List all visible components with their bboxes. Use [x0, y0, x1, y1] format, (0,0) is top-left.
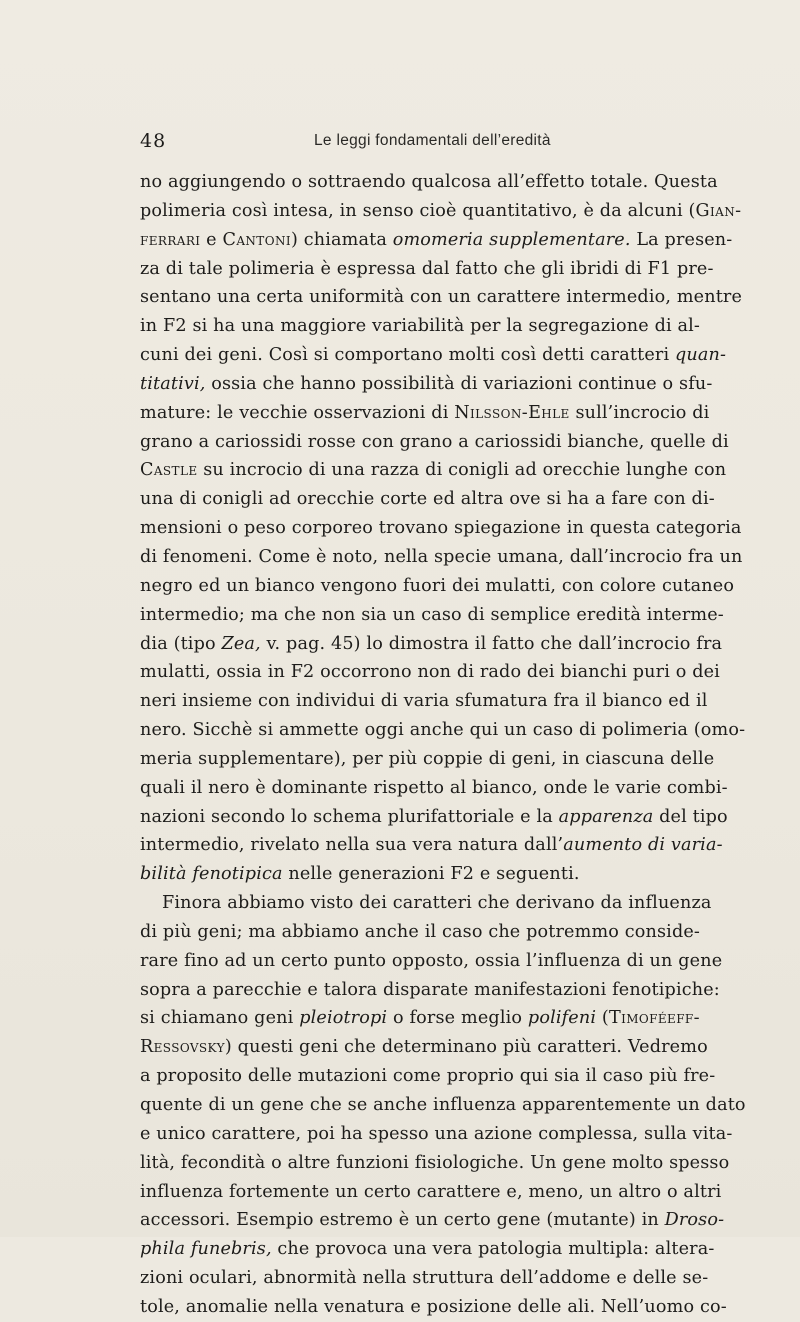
- text-run: influenza fortemente un certo carattere e, meno, un altro o altri: [140, 1181, 722, 1202]
- text-line: [140, 716, 746, 745]
- text-line: [140, 889, 712, 918]
- text-run: mature: le vecchie osservazioni di: [140, 402, 455, 423]
- text-line: [140, 514, 742, 543]
- text-run: cuni dei geni. Così si comportano molti così detti caratteri: [140, 345, 675, 366]
- text-run: ossia che hanno possibilità di variazioni continue o sfu-: [205, 373, 713, 394]
- emphasis-text: aumento di varia-: [563, 835, 723, 856]
- text-line: [140, 630, 723, 659]
- text-line: [140, 197, 742, 226]
- emphasis-text: Droso-: [664, 1210, 725, 1231]
- text-run: dia (tipo: [140, 633, 222, 654]
- text-line: [140, 1206, 725, 1235]
- text-line: [140, 428, 729, 457]
- text-line: [140, 1235, 715, 1264]
- text-run: nazioni secondo lo schema plurifattoriale e la: [140, 806, 559, 827]
- text-run: za di tale polimeria è espressa dal fatto che gli ibridi di F1 pre-: [140, 258, 714, 279]
- emphasis-text: bilità fenotipica: [140, 864, 283, 885]
- text-line: [140, 976, 720, 1005]
- author-name: Nilsson-Ehle: [454, 402, 570, 423]
- text-run: sentano una certa uniformità con un carattere intermedio, mentre: [140, 287, 743, 308]
- text-line: [140, 1178, 722, 1207]
- text-line: [140, 803, 728, 832]
- text-line: [140, 1264, 709, 1293]
- text-line: [140, 255, 714, 284]
- body-text: [140, 168, 746, 1322]
- text-run: v. pag. 45) lo dimostra il fatto che dall’incrocio fra: [260, 633, 723, 654]
- text-line: [140, 168, 718, 197]
- emphasis-text: omomeria supplementare.: [392, 229, 631, 250]
- text-run: Finora abbiamo visto dei caratteri che derivano da influenza: [162, 893, 712, 914]
- emphasis-text: titativi,: [140, 373, 206, 394]
- text-run: intermedio, rivelato nella sua vera natura dall’: [140, 835, 564, 856]
- text-run: mensioni o peso corporeo trovano spiegazione in questa categoria: [140, 518, 742, 539]
- text-run: accessori. Esempio estremo è un certo gene (mutante) in: [140, 1210, 665, 1231]
- text-line: [140, 1149, 730, 1178]
- text-line: [140, 918, 700, 947]
- text-run: una di conigli ad orecchie corte ed altra ove si ha a fare con di-: [140, 489, 715, 510]
- page-number: 48: [140, 130, 167, 152]
- text-run: polimeria così intesa, in senso cioè quantitativo, è da alcuni (: [140, 200, 696, 221]
- emphasis-text: apparenza: [558, 806, 654, 827]
- text-line: [140, 456, 727, 485]
- text-line: [140, 283, 743, 312]
- text-line: [140, 1033, 708, 1062]
- emphasis-text: Zea,: [221, 633, 261, 654]
- text-line: [140, 601, 724, 630]
- text-run: grano a cariossidi rosse con grano a cariossidi bianche, quelle di: [140, 431, 729, 452]
- text-run: in F2 si ha una maggiore variabilità per la segregazione di al-: [140, 316, 701, 337]
- text-run: sull’incrocio di: [569, 402, 710, 423]
- text-line: [140, 226, 733, 255]
- author-name: Cantoni: [222, 229, 291, 250]
- text-line: [140, 1120, 733, 1149]
- text-line: [140, 860, 700, 889]
- text-run: di fenomeni. Come è noto, nella specie umana, dall’incrocio fra un: [140, 546, 743, 567]
- text-run: mulatti, ossia in F2 occorrono non di rado dei bianchi puri o dei: [140, 662, 720, 683]
- text-run: nelle generazioni F2 e seguenti.: [282, 864, 580, 885]
- text-run: o forse meglio: [387, 1008, 528, 1029]
- text-run: nero. Sicchè si ammette oggi anche qui un caso di polimeria (omo-: [140, 720, 746, 741]
- text-run: che provoca una vera patologia multipla: altera-: [271, 1239, 715, 1260]
- text-line: [140, 370, 713, 399]
- text-run: meria supplementare), per più coppie di geni, in ciascuna delle: [140, 748, 715, 769]
- text-run: si chiamano geni: [140, 1008, 300, 1029]
- text-run: intermedio; ma che non sia un caso di semplice eredità interme-: [140, 604, 724, 625]
- emphasis-text: phila funebris,: [140, 1239, 272, 1260]
- text-run: La presen-: [630, 229, 733, 250]
- text-run: neri insieme con individui di varia sfumatura fra il bianco ed il: [140, 691, 708, 712]
- text-line: [140, 1293, 727, 1322]
- text-run: zioni oculari, abnormità nella struttura dell’addome e delle se-: [140, 1268, 709, 1289]
- text-line: [140, 1004, 700, 1033]
- text-run: (: [596, 1008, 609, 1029]
- author-name: Ressovsky: [140, 1037, 225, 1058]
- emphasis-text: quan-: [674, 345, 727, 366]
- author-name: Timoféeff-: [608, 1008, 700, 1029]
- text-line: [140, 658, 720, 687]
- text-line: [140, 341, 727, 370]
- text-run: ) questi geni che determinano più caratteri. Vedremo: [224, 1037, 708, 1058]
- emphasis-text: pleiotropi: [299, 1008, 388, 1029]
- text-run: del tipo: [653, 806, 728, 827]
- text-run: su incrocio di una razza di conigli ad orecchie lunghe con: [197, 460, 727, 481]
- text-run: di più geni; ma abbiamo anche il caso che potremmo conside-: [140, 921, 701, 942]
- text-line: [140, 947, 723, 976]
- text-run: e unico carattere, poi ha spesso una azione complessa, sulla vita-: [140, 1123, 733, 1144]
- text-run: rare fino ad un certo punto opposto, ossia l’influenza di un gene: [140, 950, 723, 971]
- text-line: [140, 543, 743, 572]
- text-run: e: [200, 229, 223, 250]
- author-name: Gian-: [695, 200, 742, 221]
- text-line: [140, 687, 708, 716]
- text-line: [140, 572, 735, 601]
- text-line: [140, 1091, 746, 1120]
- text-run: negro ed un bianco vengono fuori dei mulatti, con colore cutaneo: [140, 575, 735, 596]
- text-line: [140, 745, 715, 774]
- text-line: [140, 485, 715, 514]
- text-run: lità, fecondità o altre funzioni fisiologiche. Un gene molto spesso: [140, 1152, 730, 1173]
- running-title: Le leggi fondamentali dell’eredità: [314, 132, 551, 149]
- page-header: [140, 130, 700, 160]
- text-run: tole, anomalie nella venatura e posizione delle ali. Nell’uomo co-: [140, 1296, 727, 1317]
- text-line: [140, 1062, 716, 1091]
- text-run: quali il nero è dominante rispetto al bianco, onde le varie combi-: [140, 777, 728, 798]
- author-name: ferrari: [140, 229, 201, 250]
- text-line: [140, 312, 700, 341]
- text-run: quente di un gene che se anche influenza apparentemente un dato: [140, 1095, 746, 1115]
- emphasis-text: polifeni: [527, 1008, 597, 1029]
- text-run: no aggiungendo o sottraendo qualcosa all’effetto totale. Questa: [140, 172, 718, 192]
- author-name: Castle: [140, 460, 198, 481]
- text-run: ) chiamata: [290, 229, 393, 250]
- text-line: [140, 399, 710, 428]
- text-run: sopra a parecchie e talora disparate manifestazioni fenotipiche:: [140, 979, 720, 1000]
- text-run: a proposito delle mutazioni come proprio qui sia il caso più fre-: [140, 1066, 716, 1087]
- text-line: [140, 831, 723, 860]
- text-line: [140, 774, 728, 803]
